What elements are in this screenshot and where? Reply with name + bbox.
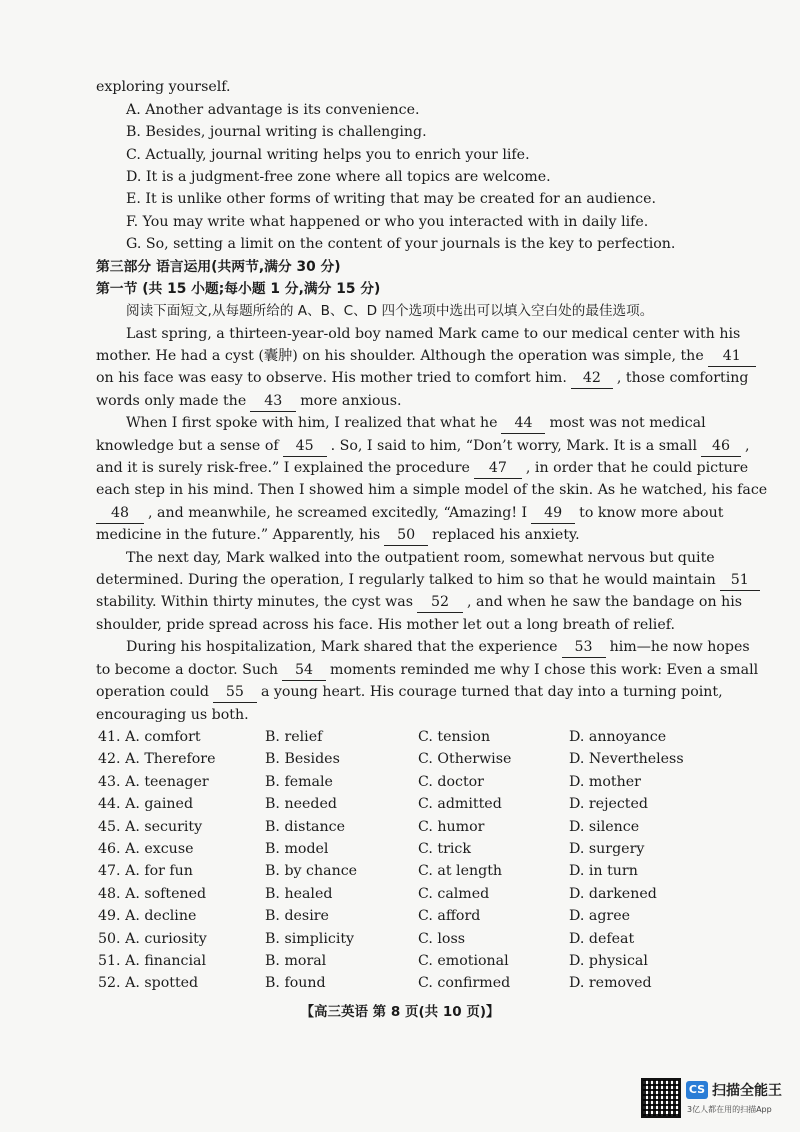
question-option-a: 42. A. Therefore xyxy=(98,751,216,768)
blank-53: 53 xyxy=(562,637,606,658)
question-option-d: D. rejected xyxy=(569,796,648,813)
blank-49: 49 xyxy=(531,503,575,524)
question-option-d: D. darkened xyxy=(569,885,657,902)
option-line: D. It is a judgment-free zone where all topics are welcome. xyxy=(126,169,551,185)
question-option-a: 43. A. teenager xyxy=(98,773,209,790)
option-line: C. Actually, journal writing helps you to enrich your life. xyxy=(126,147,530,163)
question-option-a: 41. A. comfort xyxy=(98,729,201,745)
blank-50: 50 xyxy=(384,525,428,546)
question-option-c: C. trick xyxy=(418,841,471,857)
question-option-b: B. Besides xyxy=(265,751,340,768)
question-option-b: B. needed xyxy=(265,796,337,813)
question-option-a: 46. A. excuse xyxy=(98,841,194,857)
question-option-a: 51. A. financial xyxy=(98,953,207,969)
passage-line: to become a doctor. Such 54 moments reminded me why I chose this work: Even a small xyxy=(96,660,758,681)
question-option-d: D. mother xyxy=(569,773,641,790)
question-option-d: D. silence xyxy=(569,818,640,835)
blank-43: 43 xyxy=(250,391,296,412)
question-option-b: B. moral xyxy=(265,953,327,969)
passage-line: shoulder, pride spread across his face. His mother let out a long breath of relief. xyxy=(96,617,675,633)
passage-last-line: exploring yourself. xyxy=(96,79,231,95)
passage-line: determined. During the operation, I regularly talked to him so that he would maintain 51 xyxy=(96,570,764,591)
page-footer: 【高三英语 第 8 页(共 10 页)】 xyxy=(300,1004,500,1020)
question-option-a: 52. A. spotted xyxy=(98,975,199,992)
question-option-d: D. physical xyxy=(569,953,648,969)
question-option-d: D. in turn xyxy=(569,863,638,880)
option-line: G. So, setting a limit on the content of your journals is the key to perfection. xyxy=(126,236,676,252)
passage-line: 48 , and meanwhile, he screamed excitedly, “Amazing! I 49 to know more about xyxy=(96,503,723,524)
passage-line: When I first spoke with him, I realized that what he 44 most was not medical xyxy=(126,413,706,434)
passage-line: The next day, Mark walked into the outpatient room, somewhat nervous but quite xyxy=(126,550,715,566)
passage-line: encouraging us both. xyxy=(96,707,249,723)
question-option-b: B. found xyxy=(265,975,326,992)
passage-line: on his face was easy to observe. His mother tried to comfort him. 42 , those comforting xyxy=(96,368,748,389)
option-line: E. It is unlike other forms of writing that may be created for an audience. xyxy=(126,191,656,207)
question-option-a: 44. A. gained xyxy=(98,796,194,813)
question-option-b: B. simplicity xyxy=(265,930,355,947)
question-option-a: 50. A. curiosity xyxy=(98,930,207,947)
question-option-c: C. doctor xyxy=(418,773,484,790)
question-option-c: C. calmed xyxy=(418,885,490,902)
question-option-b: B. desire xyxy=(265,908,329,925)
blank-44: 44 xyxy=(501,413,545,434)
question-option-c: C. afford xyxy=(418,908,481,925)
blank-47: 47 xyxy=(474,458,522,479)
question-option-c: C. confirmed xyxy=(418,975,511,992)
blank-52: 52 xyxy=(417,592,463,613)
scanner-app-name: 扫描全能王 xyxy=(712,1083,782,1099)
option-line: B. Besides, journal writing is challenging. xyxy=(126,124,427,140)
option-line: F. You may write what happened or who you interacted with in daily life. xyxy=(126,214,649,230)
scanner-tagline: 3亿人都在用的扫描App xyxy=(687,1105,772,1114)
question-option-b: B. distance xyxy=(265,818,345,835)
blank-48: 48 xyxy=(96,503,144,524)
question-option-d: D. defeat xyxy=(569,930,635,947)
question-option-a: 49. A. decline xyxy=(98,908,197,925)
question-option-a: 47. A. for fun xyxy=(98,863,193,880)
camscanner-logo-icon: CS xyxy=(686,1081,708,1099)
blank-41: 41 xyxy=(708,346,756,367)
passage-line: operation could 55 a young heart. His courage turned that day into a turning point, xyxy=(96,682,723,703)
question-option-d: D. annoyance xyxy=(569,729,667,745)
question-option-c: C. tension xyxy=(418,729,491,745)
instruction: 阅读下面短文,从每题所给的 A、B、C、D 四个选项中选出可以填入空白处的最佳选项。 xyxy=(126,303,654,319)
passage-line: During his hospitalization, Mark shared that the experience 53 him—he now hopes xyxy=(126,637,750,658)
passage-line: mother. He had a cyst (囊肿) on his shoulder. Although the operation was simple, the 41 xyxy=(96,346,760,367)
option-line: A. Another advantage is its convenience. xyxy=(126,102,420,118)
passage-line: words only made the 43 more anxious. xyxy=(96,391,402,412)
passage-line: and it is surely risk-free.” I explained the procedure 47 , in order that he could picture xyxy=(96,458,748,479)
section-title: 第一节 (共 15 小题;每小题 1 分,满分 15 分) xyxy=(96,281,381,297)
blank-45: 45 xyxy=(283,436,327,457)
question-option-b: B. female xyxy=(265,773,333,790)
question-option-b: B. relief xyxy=(265,729,323,745)
blank-51: 51 xyxy=(720,570,760,591)
passage-line: each step in his mind. Then I showed him a simple model of the skin. As he watched, his face xyxy=(96,482,768,498)
question-option-d: D. removed xyxy=(569,975,652,992)
passage-line: knowledge but a sense of 45 . So, I said to him, “Don’t worry, Mark. It is a small 46 , xyxy=(96,436,750,457)
question-option-b: B. model xyxy=(265,841,329,857)
question-option-c: C. loss xyxy=(418,930,466,947)
blank-46: 46 xyxy=(701,436,741,457)
question-option-a: 48. A. softened xyxy=(98,885,207,902)
passage-line: Last spring, a thirteen-year-old boy named Mark came to our medical center with his xyxy=(126,326,741,342)
passage-line: medicine in the future.” Apparently, his 50 replaced his anxiety. xyxy=(96,525,580,546)
qr-code-icon xyxy=(641,1078,681,1118)
question-option-c: C. at length xyxy=(418,863,503,880)
question-option-c: C. admitted xyxy=(418,796,502,813)
blank-55: 55 xyxy=(213,682,257,703)
question-option-d: D. surgery xyxy=(569,841,645,857)
question-option-d: D. agree xyxy=(569,908,631,925)
question-option-a: 45. A. security xyxy=(98,818,203,835)
question-option-c: C. Otherwise xyxy=(418,751,512,768)
blank-42: 42 xyxy=(571,368,613,389)
question-option-b: B. by chance xyxy=(265,863,358,880)
question-option-c: C. humor xyxy=(418,818,485,835)
part-title: 第三部分 语言运用(共两节,满分 30 分) xyxy=(96,259,341,275)
passage-line: stability. Within thirty minutes, the cyst was 52 , and when he saw the bandage on his xyxy=(96,592,742,613)
question-option-d: D. Nevertheless xyxy=(569,751,684,768)
question-option-b: B. healed xyxy=(265,885,333,902)
blank-54: 54 xyxy=(282,660,326,681)
question-option-c: C. emotional xyxy=(418,953,509,969)
